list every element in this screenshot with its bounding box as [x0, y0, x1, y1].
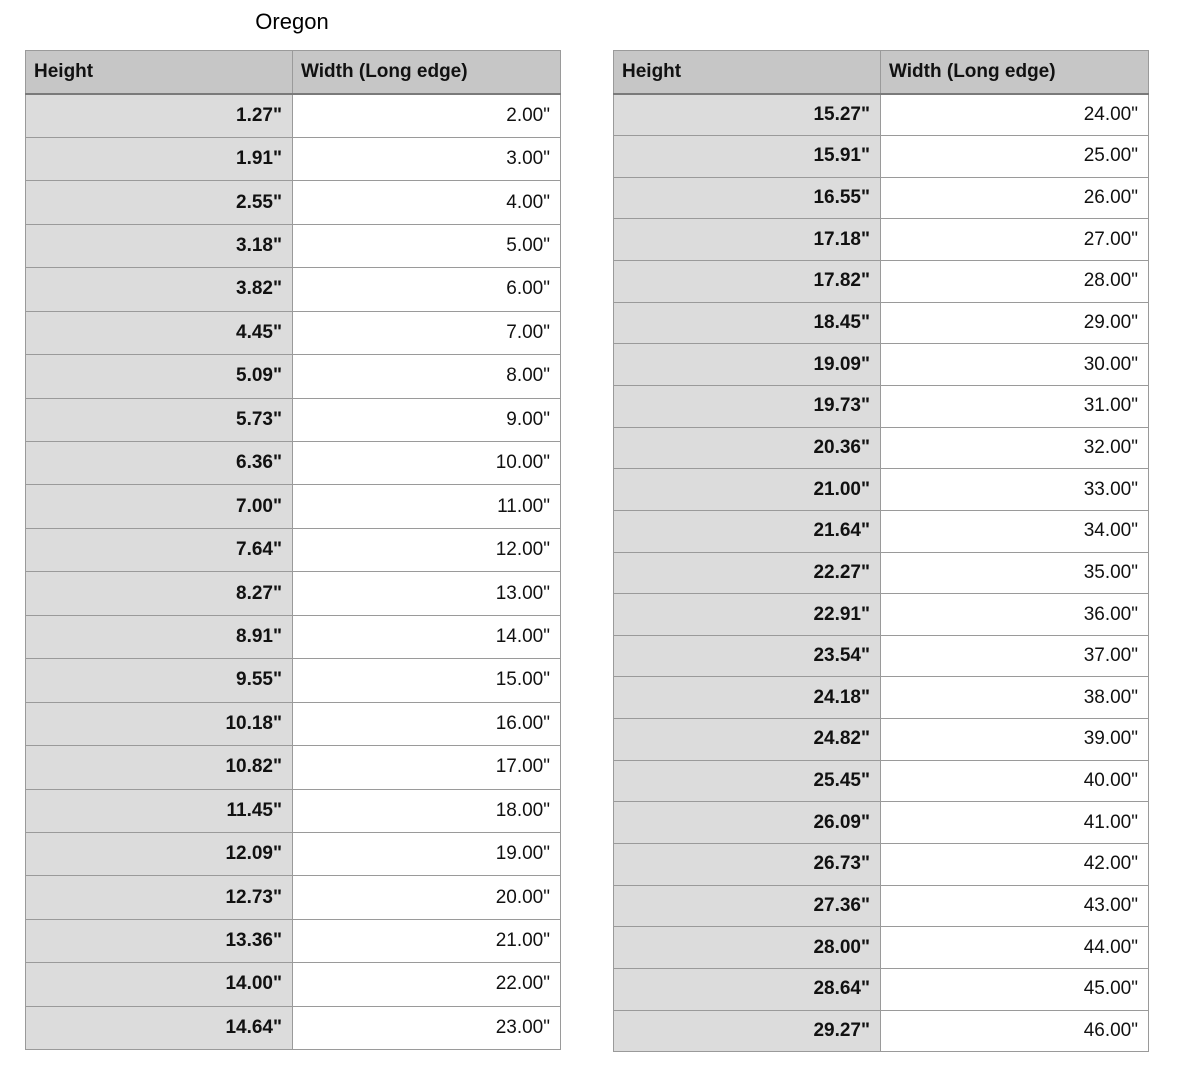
- height-cell[interactable]: 6.36": [26, 442, 293, 485]
- table-row: [26, 572, 561, 615]
- height-cell[interactable]: 3.82": [26, 268, 293, 311]
- table-row: [614, 385, 1149, 427]
- size-table-right: [613, 50, 1149, 1052]
- height-cell[interactable]: 16.55": [614, 177, 881, 219]
- height-cell[interactable]: 5.09": [26, 355, 293, 398]
- height-cell[interactable]: 2.55": [26, 181, 293, 224]
- height-cell[interactable]: 15.27": [614, 94, 881, 136]
- table-row: [614, 719, 1149, 761]
- height-cell[interactable]: 7.64": [26, 528, 293, 571]
- width-cell[interactable]: 37.00": [881, 635, 1149, 677]
- height-cell[interactable]: 3.18": [26, 224, 293, 267]
- height-cell[interactable]: 21.00": [614, 469, 881, 511]
- height-cell[interactable]: 24.18": [614, 677, 881, 719]
- column-header-height[interactable]: Height: [614, 51, 881, 95]
- table-body: [614, 94, 1149, 1052]
- table-row: [614, 302, 1149, 344]
- table-row: [614, 510, 1149, 552]
- height-cell[interactable]: 23.54": [614, 635, 881, 677]
- width-cell[interactable]: 22.00": [293, 963, 561, 1006]
- width-cell[interactable]: 10.00": [293, 442, 561, 485]
- width-cell[interactable]: 23.00": [293, 1006, 561, 1049]
- height-cell[interactable]: 1.91": [26, 137, 293, 180]
- height-cell[interactable]: 13.36": [26, 919, 293, 962]
- height-cell[interactable]: 1.27": [26, 94, 293, 137]
- width-cell[interactable]: 44.00": [881, 927, 1149, 969]
- width-cell[interactable]: 5.00": [293, 224, 561, 267]
- table-row: [614, 552, 1149, 594]
- height-cell[interactable]: 5.73": [26, 398, 293, 441]
- height-cell[interactable]: 24.82": [614, 719, 881, 761]
- height-cell[interactable]: 22.27": [614, 552, 881, 594]
- height-cell[interactable]: 21.64": [614, 510, 881, 552]
- width-cell[interactable]: 40.00": [881, 760, 1149, 802]
- width-cell[interactable]: 2.00": [293, 94, 561, 137]
- height-cell[interactable]: 7.00": [26, 485, 293, 528]
- sheet-title: Oregon: [255, 9, 329, 34]
- height-cell[interactable]: 8.91": [26, 615, 293, 658]
- height-cell[interactable]: 20.36": [614, 427, 881, 469]
- table-row: [26, 659, 561, 702]
- width-cell[interactable]: 38.00": [881, 677, 1149, 719]
- table-row: [26, 919, 561, 962]
- table-row: [614, 885, 1149, 927]
- table-row: [614, 635, 1149, 677]
- height-cell[interactable]: 22.91": [614, 594, 881, 636]
- table-row: [614, 677, 1149, 719]
- width-cell[interactable]: 43.00": [881, 885, 1149, 927]
- height-cell[interactable]: 29.27": [614, 1010, 881, 1052]
- table-row: [26, 181, 561, 224]
- width-cell[interactable]: 42.00": [881, 844, 1149, 886]
- height-cell[interactable]: 8.27": [26, 572, 293, 615]
- height-cell[interactable]: 28.00": [614, 927, 881, 969]
- width-cell[interactable]: 18.00": [293, 789, 561, 832]
- width-cell[interactable]: 26.00": [881, 177, 1149, 219]
- table-row: [26, 746, 561, 789]
- table-row: [614, 427, 1149, 469]
- width-cell[interactable]: 24.00": [881, 94, 1149, 136]
- table-row: [614, 844, 1149, 886]
- height-cell[interactable]: 14.64": [26, 1006, 293, 1049]
- height-cell[interactable]: 9.55": [26, 659, 293, 702]
- height-cell[interactable]: 27.36": [614, 885, 881, 927]
- width-cell[interactable]: 8.00": [293, 355, 561, 398]
- table-row: [614, 261, 1149, 303]
- table-row: [614, 927, 1149, 969]
- width-cell[interactable]: 28.00": [881, 261, 1149, 303]
- height-cell[interactable]: 18.45": [614, 302, 881, 344]
- height-cell[interactable]: 25.45": [614, 760, 881, 802]
- width-cell[interactable]: 4.00": [293, 181, 561, 224]
- size-table-left: [25, 50, 561, 1050]
- table-row: [614, 177, 1149, 219]
- width-cell[interactable]: 3.00": [293, 137, 561, 180]
- table-row: [26, 702, 561, 745]
- width-cell[interactable]: 12.00": [293, 528, 561, 571]
- table-row: [26, 311, 561, 354]
- column-header-width[interactable]: Width (Long edge): [293, 51, 561, 95]
- width-cell[interactable]: 27.00": [881, 219, 1149, 261]
- width-cell[interactable]: 13.00": [293, 572, 561, 615]
- height-cell[interactable]: 26.09": [614, 802, 881, 844]
- width-cell[interactable]: 33.00": [881, 469, 1149, 511]
- width-cell[interactable]: 29.00": [881, 302, 1149, 344]
- table-row: [26, 615, 561, 658]
- height-cell[interactable]: 12.73": [26, 876, 293, 919]
- table-row: [26, 876, 561, 919]
- width-cell[interactable]: 15.00": [293, 659, 561, 702]
- height-cell[interactable]: 10.18": [26, 702, 293, 745]
- width-cell[interactable]: 35.00": [881, 552, 1149, 594]
- height-cell[interactable]: 10.82": [26, 746, 293, 789]
- header-row: [26, 51, 561, 95]
- height-cell[interactable]: 14.00": [26, 963, 293, 1006]
- width-cell[interactable]: 39.00": [881, 719, 1149, 761]
- table-row: [26, 528, 561, 571]
- table-row: [26, 789, 561, 832]
- table-row: [26, 1006, 561, 1049]
- width-cell[interactable]: 45.00": [881, 968, 1149, 1010]
- width-cell[interactable]: 32.00": [881, 427, 1149, 469]
- height-cell[interactable]: 17.82": [614, 261, 881, 303]
- table-row: [614, 94, 1149, 136]
- height-cell[interactable]: 15.91": [614, 136, 881, 178]
- table-row: [26, 398, 561, 441]
- height-cell[interactable]: 4.45": [26, 311, 293, 354]
- table-row: [614, 136, 1149, 178]
- width-cell[interactable]: 19.00": [293, 832, 561, 875]
- height-cell[interactable]: 19.73": [614, 385, 881, 427]
- height-cell[interactable]: 11.45": [26, 789, 293, 832]
- table-row: [26, 137, 561, 180]
- table-row: [26, 963, 561, 1006]
- width-cell[interactable]: 6.00": [293, 268, 561, 311]
- height-cell[interactable]: 26.73": [614, 844, 881, 886]
- table-row: [26, 94, 561, 137]
- table-row: [614, 968, 1149, 1010]
- width-cell[interactable]: 25.00": [881, 136, 1149, 178]
- width-cell[interactable]: 46.00": [881, 1010, 1149, 1052]
- width-cell[interactable]: 9.00": [293, 398, 561, 441]
- table-row: [26, 268, 561, 311]
- table-row: [26, 355, 561, 398]
- table-row: [26, 485, 561, 528]
- width-cell[interactable]: 21.00": [293, 919, 561, 962]
- height-cell[interactable]: 19.09": [614, 344, 881, 386]
- width-cell[interactable]: 36.00": [881, 594, 1149, 636]
- table-row: [614, 802, 1149, 844]
- table-row: [26, 224, 561, 267]
- width-cell[interactable]: 31.00": [881, 385, 1149, 427]
- height-cell[interactable]: 12.09": [26, 832, 293, 875]
- table-row: [614, 1010, 1149, 1052]
- column-header-height[interactable]: Height: [26, 51, 293, 95]
- width-cell[interactable]: 17.00": [293, 746, 561, 789]
- table-body: [26, 94, 561, 1050]
- width-cell[interactable]: 16.00": [293, 702, 561, 745]
- height-cell[interactable]: 17.18": [614, 219, 881, 261]
- width-cell[interactable]: 20.00": [293, 876, 561, 919]
- table-row: [614, 469, 1149, 511]
- table-row: [614, 344, 1149, 386]
- column-header-width[interactable]: Width (Long edge): [881, 51, 1149, 95]
- width-cell[interactable]: 11.00": [293, 485, 561, 528]
- table-row: [614, 219, 1149, 261]
- header-row: [614, 51, 1149, 95]
- width-cell[interactable]: 30.00": [881, 344, 1149, 386]
- table-row: [614, 760, 1149, 802]
- width-cell[interactable]: 14.00": [293, 615, 561, 658]
- table-row: [26, 442, 561, 485]
- width-cell[interactable]: 41.00": [881, 802, 1149, 844]
- width-cell[interactable]: 34.00": [881, 510, 1149, 552]
- table-row: [614, 594, 1149, 636]
- width-cell[interactable]: 7.00": [293, 311, 561, 354]
- table-row: [26, 832, 561, 875]
- height-cell[interactable]: 28.64": [614, 968, 881, 1010]
